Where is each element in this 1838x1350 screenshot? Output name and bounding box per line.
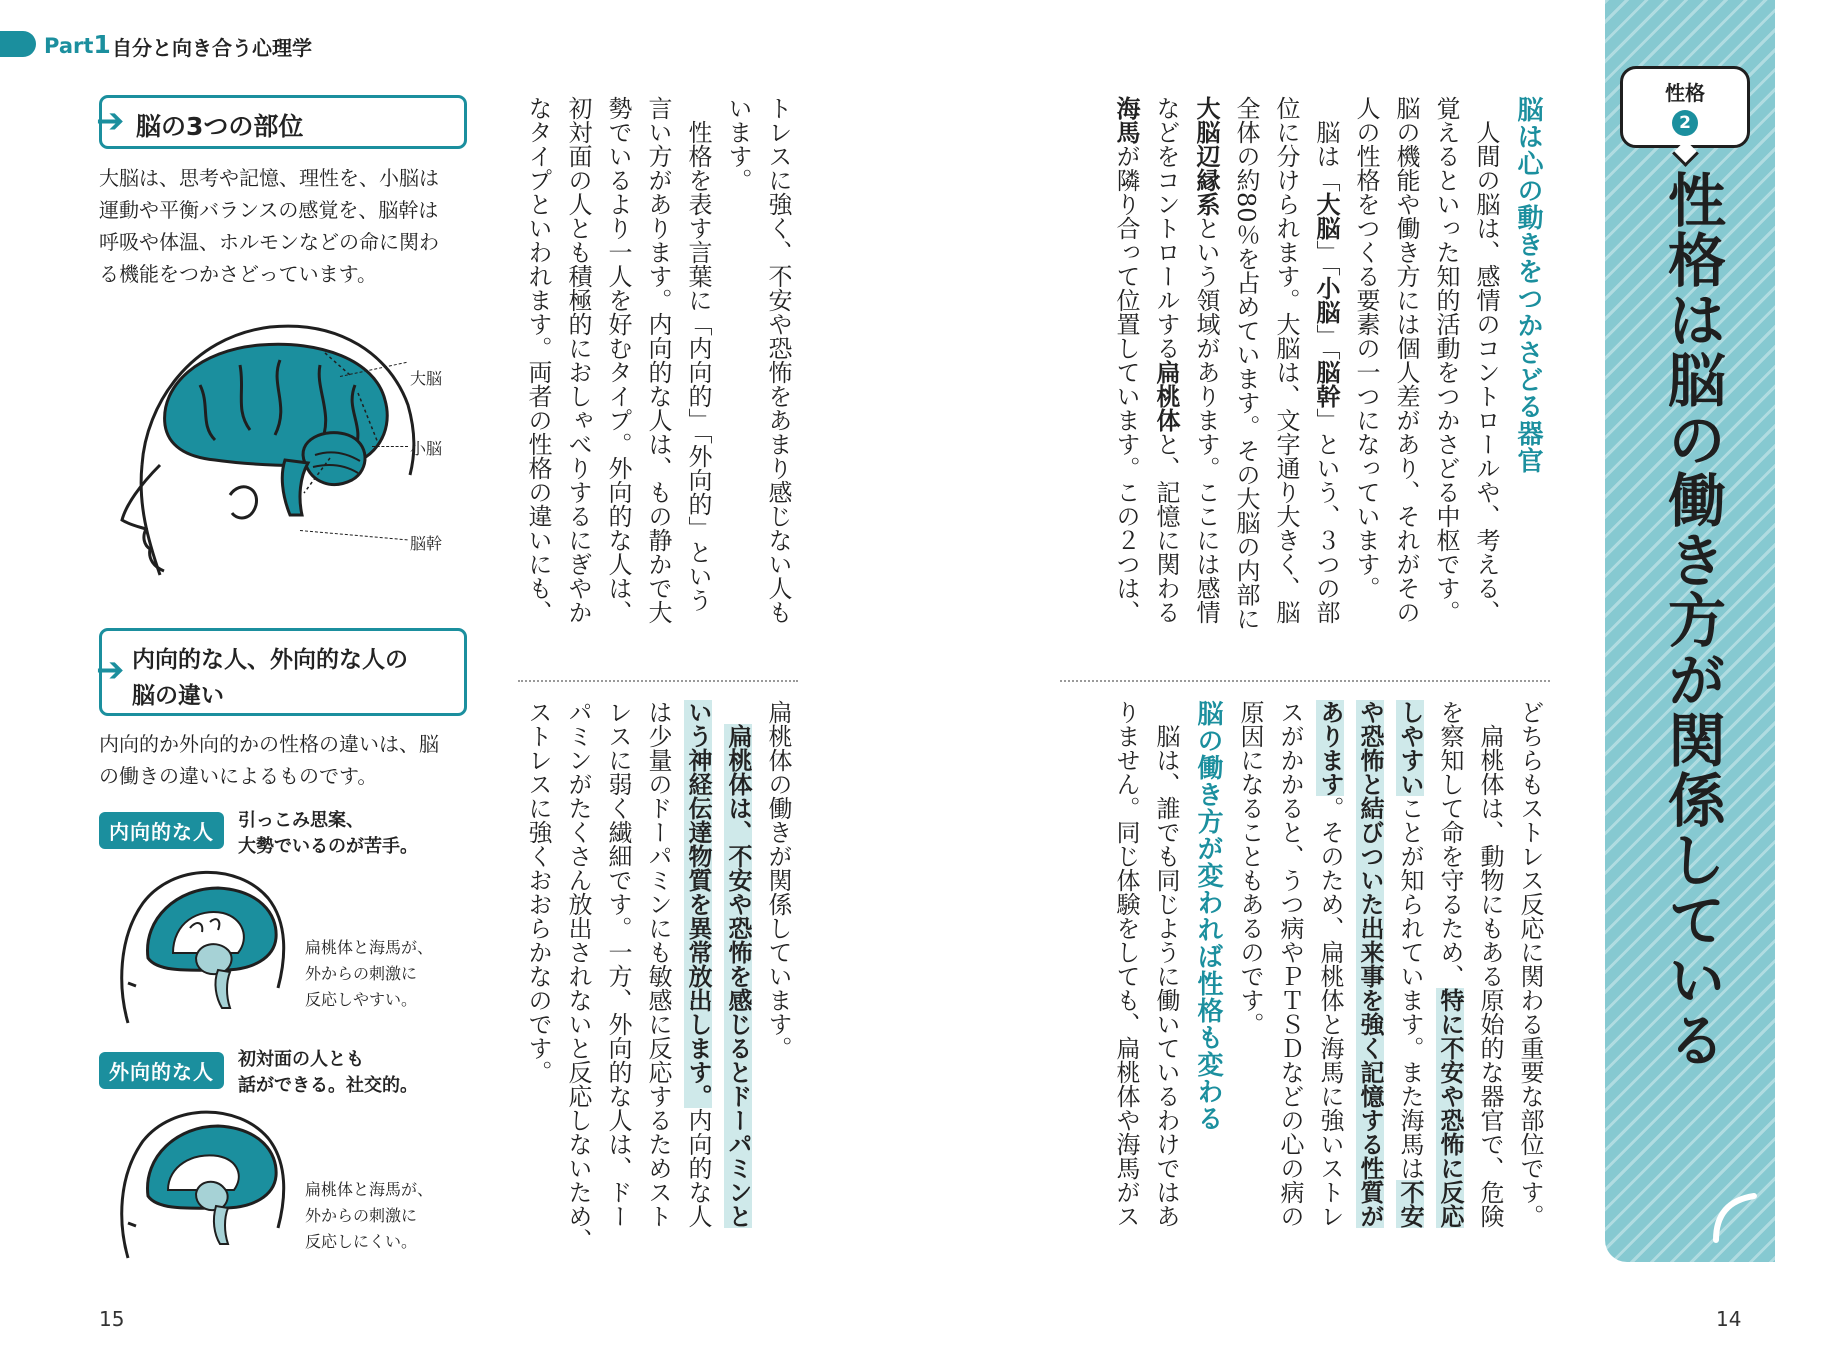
page-number-right: 14: [1716, 1307, 1742, 1331]
text-line: パミンがたくさん放出されないと反応しないため、: [564, 700, 592, 1252]
extrovert-caption-line: 外からの刺激に: [305, 1206, 418, 1225]
text-line: [1186, 96, 1226, 656]
text-line: 覚えるといった知的活動をつかさどる中枢です。: [1432, 96, 1460, 624]
highlighted-text: 特に不安や恐怖に反応: [1436, 988, 1464, 1228]
text-line: 初対面の人とも積極的におしゃべりするにぎやか: [564, 96, 592, 624]
text-line: [1430, 700, 1470, 1260]
chapter-title: 自分と向き合う心理学: [112, 36, 312, 60]
leader-line: [372, 446, 408, 447]
text-line: [1310, 700, 1350, 1260]
text-line: 脳の機能や働き方には個人差があり、それがその: [1392, 96, 1420, 624]
section1-body-line: る機能をつかさどっています。: [99, 262, 377, 286]
section-heading-brain-change: 脳の働き方が変われば性格も変わる: [1193, 700, 1223, 1132]
text-fragment: という領域があります。ここには感情: [1192, 216, 1220, 624]
text-line: [718, 700, 758, 1260]
part-label: [44, 30, 111, 59]
extrovert-desc: [238, 1047, 418, 1099]
extrovert-tag: 外向的な人: [99, 1052, 224, 1089]
section1-body: [99, 162, 479, 290]
text-fragment: ことが知られています。また海馬は: [1396, 796, 1424, 1180]
part-label-text: Part: [44, 34, 94, 58]
text-fragment: と、記憶に関わる: [1152, 432, 1180, 624]
topic-label: 性格: [1665, 81, 1705, 105]
brain-parts-diagram: [120, 315, 450, 585]
ear: [230, 487, 257, 518]
page-main-title: 性格は脳の働き方が関係している: [1658, 170, 1726, 1070]
topic-bubble: [1620, 66, 1750, 148]
section1-body-line: 運動や平衡バランスの感覚を、脳幹は: [99, 198, 439, 222]
highlighted-text: しやすい: [1396, 700, 1424, 796]
bold-term: 海馬: [1112, 96, 1140, 144]
label-brainstem: 脳幹: [410, 534, 443, 553]
highlighted-text: や恐怖と結びついた出来事を強く記憶する性質が: [1356, 700, 1384, 1228]
bold-term: 大脳辺縁系: [1192, 96, 1220, 216]
right-text-top: [1106, 96, 1550, 656]
extrovert-desc-line: 話ができる。社交的。: [238, 1075, 418, 1096]
text-line: 性格を表す言葉に「内向的」「外向的」という: [684, 96, 712, 612]
middle-text-bottom: [518, 700, 798, 1260]
text-line: トレスに強く、不安や恐怖をあまり感じない人も: [764, 96, 792, 624]
highlighted-text: 扁桃体は、不安や恐怖を感じるとドーパミンと: [724, 724, 752, 1228]
section1-body-line: 呼吸や体温、ホルモンなどの命に関わ: [99, 230, 439, 254]
page-number-left: 15: [99, 1307, 125, 1331]
highlighted-text: いう神経伝達物質を異常放出します。: [684, 700, 712, 1108]
divider-right: [1060, 680, 1550, 682]
text-line: 扁桃体の働きが関係しています。: [764, 700, 792, 1060]
text-fragment: が隣り合って位置しています。この２つは、: [1112, 144, 1140, 624]
introvert-desc-line: 引っこみ思案、: [238, 810, 364, 831]
introvert-caption-line: 外からの刺激に: [305, 964, 418, 983]
section1-heading: 脳の3つの部位: [136, 112, 304, 141]
introvert-caption-line: 扁桃体と海馬が、: [305, 938, 434, 957]
text-fragment: を察知して命を守るため、: [1436, 700, 1464, 988]
section2-heading-box: [96, 628, 467, 716]
extrovert-caption-line: 反応しにくい。: [305, 1232, 418, 1251]
arrow-icon: ➔: [96, 650, 125, 690]
introvert-desc: [238, 808, 418, 860]
text-fragment: 内向的な人: [684, 1108, 712, 1228]
extrovert-brain-diagram: [118, 1098, 288, 1263]
introvert-desc-line: 大勢でいるのが苦手。: [238, 836, 418, 857]
section-heading-brain-organ: 脳は心の動きをつかさどる器官: [1513, 96, 1543, 474]
text-line: [1350, 700, 1390, 1260]
introvert-caption-line: 反応しやすい。: [305, 990, 418, 1009]
topic-number-badge: 2: [1672, 110, 1698, 136]
text-fragment: などをコントロールする: [1152, 96, 1180, 360]
middle-text-top: [518, 96, 798, 656]
text-line: [1390, 700, 1430, 1260]
text-line: レスに弱く繊細です。一方、外向的な人は、ドー: [604, 700, 632, 1228]
text-line: スがかかると、うつ病やＰＴＳＤなどの心の病の: [1276, 700, 1304, 1228]
text-line: います。: [724, 96, 752, 192]
text-line: 扁桃体は、動物にもある原始的な器官で、危険: [1476, 700, 1504, 1228]
text-line: 人間の脳は、感情のコントロールや、考える、: [1472, 96, 1500, 624]
section2-body-line: の働きの違いによるものです。: [99, 764, 378, 788]
section2-heading-line1: 内向的な人、外向的な人の: [132, 647, 408, 673]
text-line: ストレスに強くおおらかなのです。: [524, 700, 552, 1084]
text-line: りません。同じ体験をしても、扁桃体や海馬がス: [1112, 700, 1140, 1228]
text-fragment: 」「: [1312, 324, 1340, 360]
label-cerebrum: 大脳: [410, 369, 443, 388]
section1-body-line: 大脳は、思考や記憶、理性を、小脳は: [99, 166, 439, 190]
text-fragment: 」という、３つの部: [1312, 408, 1340, 624]
text-line: 脳は、誰でも同じように働いているわけではあ: [1152, 700, 1180, 1228]
highlighted-text: 不安: [1396, 1180, 1424, 1228]
corner-curl-icon: [1710, 1190, 1760, 1245]
bold-term: 扁桃体: [1152, 360, 1180, 432]
text-line: [1306, 96, 1346, 656]
section2-heading-line2: 脳の違い: [132, 683, 224, 709]
text-fragment: 」「: [1312, 240, 1340, 276]
text-line: [1146, 96, 1186, 656]
text-line: なタイプといわれます。両者の性格の違いにも、: [524, 96, 552, 624]
text-line: どちらもストレス反応に関わる重要な部位です。: [1516, 700, 1544, 1228]
introvert-brain-diagram: [118, 858, 288, 1028]
text-line: 全体の約80％を占めています。その大脳の内部に: [1232, 96, 1260, 631]
introvert-tag: 内向的な人: [99, 812, 224, 849]
bold-term: 脳幹: [1312, 360, 1340, 408]
introvert-caption: [305, 935, 433, 1013]
text-fragment: 。そのため、扁桃体と海馬に強いストレ: [1316, 796, 1344, 1228]
text-line: 位に分けられます。大脳は、文字通り大きく、脳: [1272, 96, 1300, 624]
bold-term: 大脳: [1312, 192, 1340, 240]
section1-heading-box: [96, 95, 467, 149]
label-cerebellum: 小脳: [410, 439, 443, 458]
arrow-icon: ➔: [96, 101, 125, 141]
text-line: は少量のドーパミンにも敏感に反応するためスト: [644, 700, 672, 1228]
text-line: 人の性格をつくる要素の一つになっています。: [1352, 96, 1380, 600]
bold-term: 小脳: [1312, 276, 1340, 324]
right-text-bottom: [1106, 700, 1550, 1260]
text-line: 原因になることもあるのです。: [1236, 700, 1264, 1036]
text-fragment: 脳は「: [1312, 96, 1340, 192]
section2-body-line: 内向的か外向的かの性格の違いは、脳: [99, 732, 439, 756]
text-line: 言い方があります。内向的な人は、もの静かで大: [644, 96, 672, 624]
extrovert-caption: [305, 1177, 433, 1255]
part-tab-marker: [0, 31, 36, 57]
highlighted-text: あります: [1316, 700, 1344, 796]
text-line: [678, 700, 718, 1260]
divider-middle: [518, 680, 798, 682]
extrovert-caption-line: 扁桃体と海馬が、: [305, 1180, 434, 1199]
part-number: 1: [93, 30, 111, 59]
text-line: [1106, 96, 1146, 656]
extrovert-desc-line: 初対面の人とも: [238, 1049, 364, 1070]
brainstem-shape: [282, 460, 308, 515]
text-line: 勢でいるより一人を好むタイプ。外向的な人は、: [604, 96, 632, 624]
section2-body: [99, 728, 479, 792]
